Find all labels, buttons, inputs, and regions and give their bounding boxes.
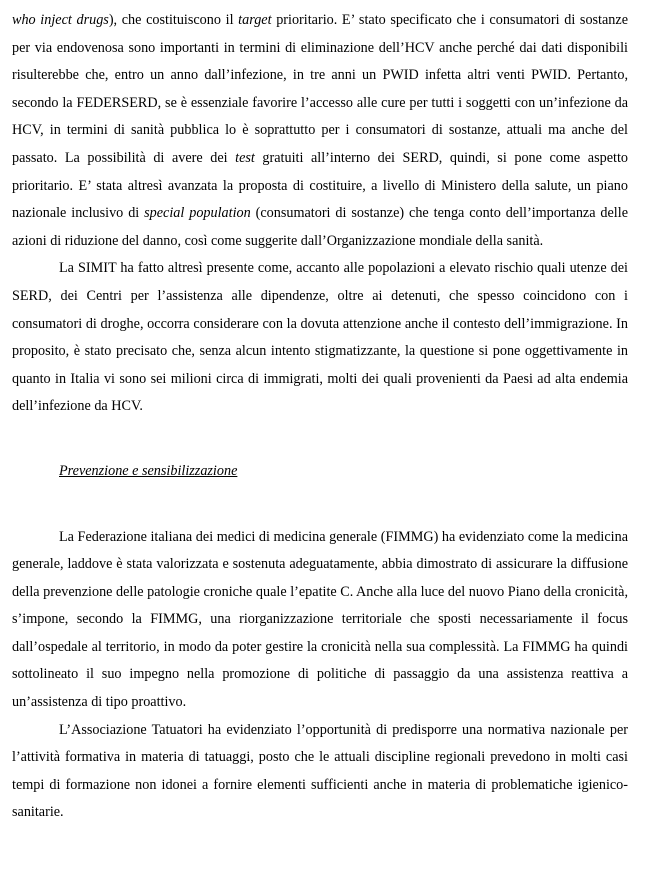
section-heading: Prevenzione e sensibilizzazione [59,462,238,479]
paragraph-tatuatori: L’Associazione Tatuatori ha evidenziato l’opportunità di predisporre una normativa nazionale per l’attività formativa in materia di tatuaggi, posto che le attuali discipline regionali prevedono in molti casi tempi di formazione non idonei a fornire elementi sufficienti anche in materia di problematiche igienico-sanitarie. [12,721,628,821]
text-segment: prioritario. E’ stato specificato che i consumatori di sostanze per via endovenosa sono importanti in termini di eliminazione dell’HCV anche perché dai dati disponibili risulterebbe che, entro un anno dall’infezione, in tre anni un PWID infetta altri venti PWID. Pertanto, secondo la FEDERSERD, se è essenziale favorire l’accesso alle cure per tutti i soggetti con un’infezione da HCV, in termini di sanità pubblica lo è soprattutto per i consumatori di sostanze, attuali ma anche del passato. La possibilità di avere dei [12,12,628,166]
paragraph-simit: La SIMIT ha fatto altresì presente come, accanto alle popolazioni a elevato rischio quali utenze dei SERD, dei Centri per l’assistenza alle dipendenze, oltre ai detenuti, che spesso coincidono con i consumatori di droghe, occorra considerare con la dovuta attenzione anche il contesto dell’immigrazione. In proposito, è stato precisato che, senza alcun intento stigmatizzante, la questione si pone oggettivamente in quanto in Italia vi sono sei milioni circa di immigrati, molti dei quali provenienti da Paesi ad alta endemia dell’infezione da HCV. [12,260,628,415]
text-segment: (consumatori di sostanze) che tenga conto dell’importanza delle azioni di riduzione del danno, così come suggerite dall’Organizzazione mondiale della sanità. [12,205,628,249]
text-segment: gratuiti all’interno dei SERD, quindi, si pone come aspetto prioritario. E’ stata altresì avanzata la proposta di costituire, a livello di Ministero della salute, un piano nazionale inclusivo di [12,149,628,222]
italic-term-who-inject-drugs: who inject drugs [12,12,109,28]
italic-term-target: target [238,12,272,28]
italic-term-special-population: special population [144,205,251,222]
italic-term-test: test [235,149,255,166]
paragraph-fimmg: La Federazione italiana dei medici di medicina generale (FIMMG) ha evidenziato come la medicina generale, laddove è stata valorizzata e sostenuta adeguatamente, abbia dimostrato di assicurare la diffusione della prevenzione delle patologie croniche quale l’epatite C. Anche alla luce del nuovo Piano della cronicità, s’impone, secondo la FIMMG, una riorganizzazione territoriale che sposti necessariamente il focus dall’ospedale al territorio, in modo da poter gestire la cronicità nella sua complessità. La FIMMG ha quindi sottolineato il suo impegno nella promozione di politiche di passaggio da una assistenza reattiva a un’assistenza di tipo proattivo. [12,528,628,711]
paragraph-pwid [12,7,628,255]
text-segment: ), che costituiscono il [108,12,239,28]
document-page [12,0,628,827]
